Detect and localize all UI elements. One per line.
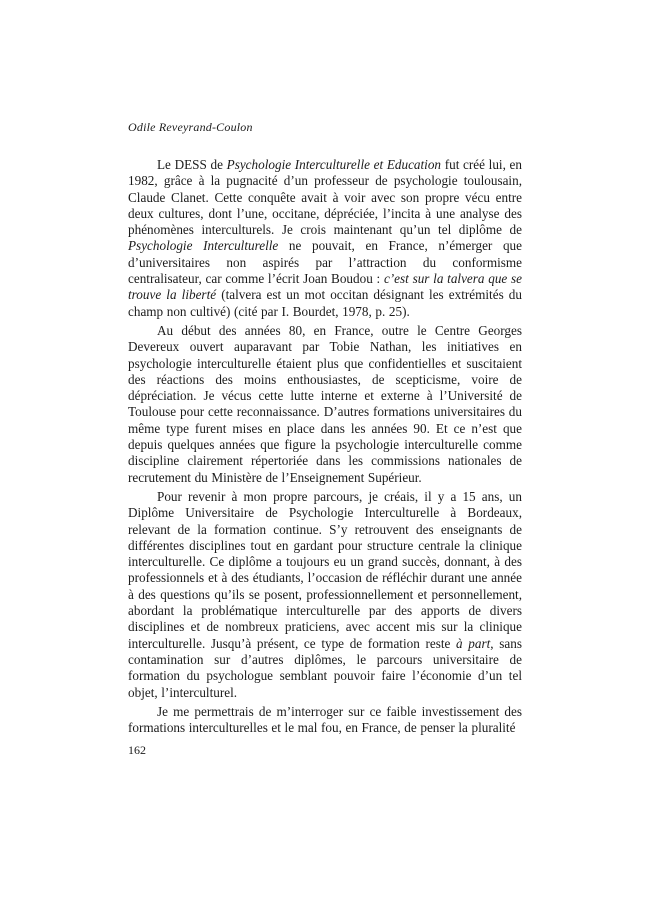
text-segment-italic: c’est sur la talvera que se trouve la liberté [128, 271, 523, 303]
text-segment-italic: Psychologie Interculturelle et Education [226, 157, 442, 172]
page-number: 162 [128, 743, 146, 757]
paragraph [128, 157, 522, 320]
paragraph [128, 704, 522, 737]
text-segment-italic: à part [456, 635, 491, 651]
text-segment-italic: Psychologie Interculturelle [128, 238, 279, 254]
text-segment: fut créé lui, en 1982, grâce à la pugnacité d’un professeur de psychologie toulousain, Claude Clanet. Cette conquête avait à voir avec son propre vécu entre deux cultures, dont l’une, occitane, dépréciée, l’incita à une analyse des phénomènes interculturels. Je crois maintenant qu’un tel diplôme de [128, 157, 522, 238]
text-segment: ne pouvait, en France, n’émerger que d’universitaires non aspirés par l’attraction du conformisme centralisateur, car comme l’écrit Joan Boudou : [128, 238, 522, 287]
text-segment: , sans contamination sur d’autres diplômes, le parcours universitaire de formation du psychologue semblant pouvoir faire l’économie d’un tel objet, l’interculturel. [128, 635, 522, 700]
paragraph [128, 323, 522, 486]
text-segment: Je me permettrais de m’interroger sur ce faible investissement des formations interculturelles et le mal fou, en France, de penser la pluralité [128, 703, 522, 736]
text-segment: Au début des années 80, en France, outre le Centre Georges Devereux ouvert auparavant par Tobie Nathan, les initiatives en psychologie interculturelle étaient plus que confidentielles et suscitaient des réactions des moins enthousiastes, de scepticisme, voire de dépréciation. Je vécus cette lutte interne et externe à l’Université de Toulouse pour cette reconnaissance. D’autres formations universitaires du même type furent mises en place dans les années 90. Et ce n’est que depuis quelques années que figure la psychologie interculturelle comme discipline clairement répertoriée dans les commissions nationales de recrutement du Ministère de l’Enseignement Supérieur. [128, 322, 522, 485]
paragraph [128, 489, 522, 701]
running-header: Odile Reveyrand-Coulon [128, 120, 253, 134]
body-text [128, 157, 522, 739]
text-segment: Le DESS de [157, 157, 227, 172]
text-segment: (talvera est un mot occitan désignant les extrémités du champ non cultivé) (cité par I. Bourdet, 1978, p. 25). [128, 287, 522, 319]
text-segment: Pour revenir à mon propre parcours, je créais, il y a 15 ans, un Diplôme Universitaire de Psychologie Interculturelle à Bordeaux, relevant de la formation continue. S’y retrouvent des enseignants de différentes disciplines tout en gardant pour structure centrale la clinique interculturelle. Ce diplôme a toujours eu un grand succès, donnant, à des professionnels et à des étudiants, l’occasion de réfléchir durant une année à des questions qu’ils se posent, professionnellement et personnellement, abordant la problématique interculturelle par des apports de divers disciplines et de nombreux praticiens, avec accent mis sur la clinique interculturelle. Jusqu’à présent, ce type de formation reste [128, 488, 522, 651]
